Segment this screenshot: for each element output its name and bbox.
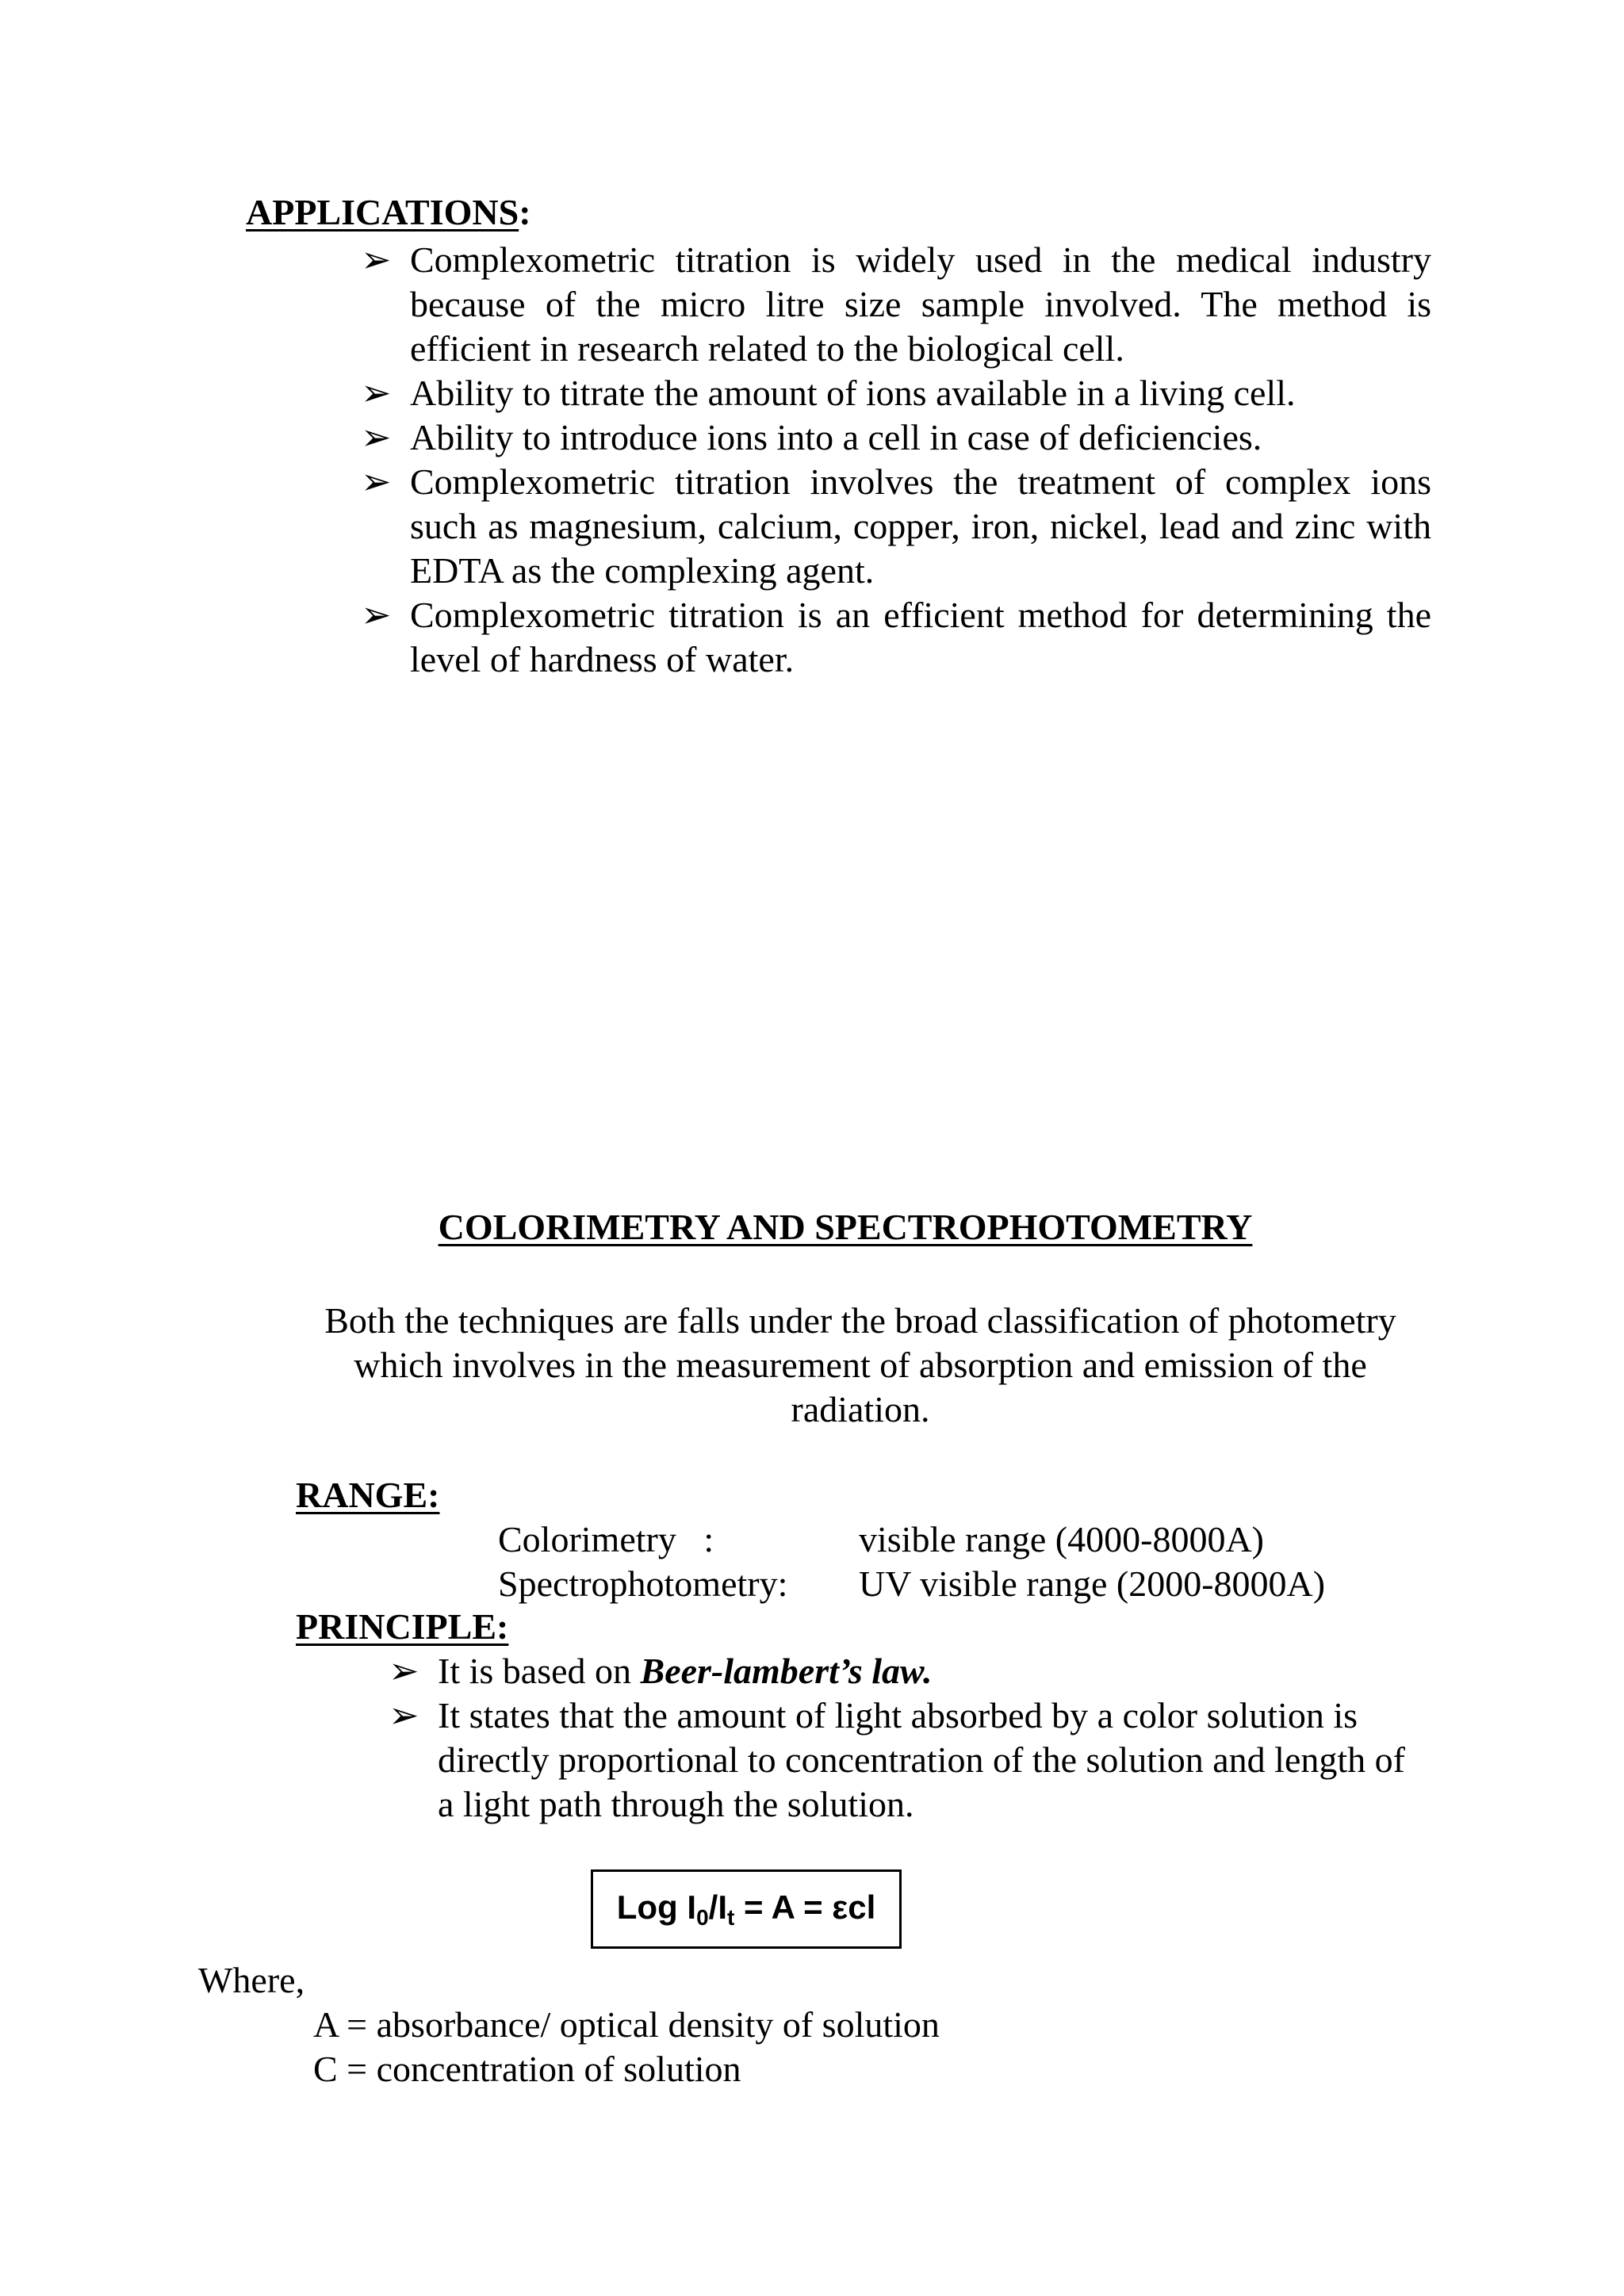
arrow-bullet-icon: ➢ — [361, 595, 392, 635]
arrow-bullet-icon: ➢ — [361, 239, 392, 280]
definitions-list — [313, 2003, 940, 2091]
principle-list — [389, 1649, 1419, 1827]
list-item-text: Ability to titrate the amount of ions available in a living cell. — [410, 373, 1296, 413]
formula — [617, 1888, 875, 1931]
formula-subscript: t — [727, 1904, 735, 1930]
beer-lambert-law: Beer-lambert’s law. — [640, 1651, 933, 1691]
applications-heading — [246, 190, 531, 235]
formula-subscript: 0 — [696, 1904, 709, 1930]
list-item-text: Complexometric titration involves the treatment of complex ions such as magnesium, calcium, copper, iron, nickel, lead and zinc with EDTA as the complexing agent. — [410, 461, 1431, 591]
range-term: Spectrophotometry: — [498, 1563, 788, 1604]
definition-item: C = concentration of solution — [313, 2049, 741, 2089]
arrow-bullet-icon: ➢ — [361, 461, 392, 502]
applications-list — [361, 238, 1431, 682]
range-value: visible range (4000-8000A) — [859, 1519, 1264, 1559]
list-item-text: Complexometric titration is widely used in the medical industry because of the micro litre size sample involved. The method is efficient in research related to the biological cell. — [410, 239, 1431, 369]
applications-heading-colon: : — [519, 192, 531, 232]
applications-heading-text: APPLICATIONS — [246, 192, 519, 232]
list-item-text: Ability to introduce ions into a cell in case of deficiencies. — [410, 417, 1262, 457]
list-item — [361, 460, 1431, 593]
where-label: Where, — [198, 1960, 305, 2000]
arrow-bullet-icon: ➢ — [389, 1695, 419, 1735]
intro-paragraph: Both the techniques are falls under the broad classification of photometry which involves in the measurement of absorption and emission of the radiation. — [324, 1300, 1396, 1429]
formula-box — [591, 1869, 902, 1949]
formula-part: /I — [708, 1888, 727, 1926]
formula-part: = A = εcl — [734, 1888, 876, 1926]
range-heading: RANGE: — [296, 1475, 440, 1515]
section-title-text: COLORIMETRY AND SPECTROPHOTOMETRY — [438, 1207, 1253, 1247]
list-item-text: Complexometric titration is an efficient method for determining the level of hardness of water. — [410, 595, 1431, 679]
list-item — [361, 238, 1431, 371]
range-term: Colorimetry : — [498, 1519, 714, 1559]
list-item — [389, 1693, 1419, 1827]
list-item — [361, 593, 1431, 682]
arrow-bullet-icon: ➢ — [389, 1651, 419, 1691]
list-item — [361, 415, 1431, 460]
formula-part: Log I — [616, 1888, 697, 1926]
range-value: UV visible range (2000-8000A) — [859, 1563, 1326, 1604]
principle-item-text: It states that the amount of light absorbed by a color solution is directly proportional to concentration of the solution and length of a light path through the solution. — [438, 1695, 1405, 1824]
list-item — [389, 1649, 1419, 1693]
section-title — [0, 1205, 1624, 1249]
arrow-bullet-icon: ➢ — [361, 417, 392, 457]
principle-item-prefix: It is based on — [438, 1651, 641, 1691]
list-item — [361, 371, 1431, 415]
arrow-bullet-icon: ➢ — [361, 373, 392, 413]
principle-heading: PRINCIPLE: — [296, 1606, 509, 1647]
definition-item: A = absorbance/ optical density of solution — [313, 2004, 940, 2045]
